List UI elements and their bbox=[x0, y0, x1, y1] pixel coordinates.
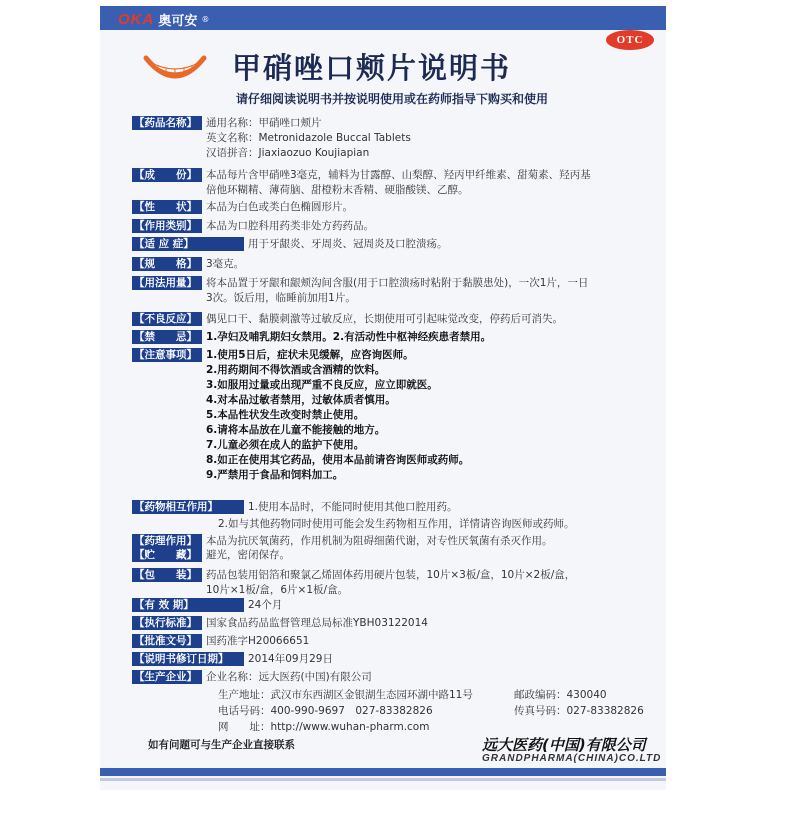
section-label: 【说明书修订日期】 bbox=[132, 652, 244, 666]
section-label: 【药品名称】 bbox=[132, 116, 202, 130]
section-row bbox=[132, 312, 563, 327]
section-row bbox=[132, 116, 411, 161]
document-subtitle: 请仔细阅读说明书并按说明使用或在药师指导下购买和使用 bbox=[236, 92, 549, 106]
section-line: 倍他环糊精、薄荷脑、甜橙粉末香精、硬脂酸镁、乙醇。 bbox=[206, 184, 469, 196]
section-content bbox=[202, 257, 244, 272]
section-line: 偶见口干、黏膜刺激等过敏反应，长期使用可引起味觉改变，停药后可消失。 bbox=[206, 313, 563, 325]
section-content bbox=[202, 200, 353, 215]
section-label: 【规 格】 bbox=[132, 257, 202, 271]
section-row bbox=[132, 670, 372, 685]
section-row bbox=[132, 219, 374, 234]
section-content bbox=[202, 568, 575, 598]
section-label: 【药物相互作用】 bbox=[132, 500, 244, 514]
bottom-brand-bar bbox=[100, 768, 666, 776]
section-row bbox=[132, 168, 591, 198]
manufacturer-postcode: 邮政编码：430040 bbox=[514, 689, 607, 701]
section-line: 本品为口腔科用药类非处方药药品。 bbox=[206, 220, 374, 232]
section-line: 7.儿童必须在成人的监护下使用。 bbox=[206, 439, 365, 451]
section-content bbox=[202, 616, 428, 631]
section-label: 【药理作用】 bbox=[132, 534, 202, 548]
section-line: 本品每片含甲硝唑3毫克，辅料为甘露醇、山梨醇、羟丙甲纤维素、甜菊素、羟丙基 bbox=[206, 169, 591, 181]
section-content bbox=[202, 548, 290, 563]
bottom-brand-stripe bbox=[100, 778, 666, 781]
section-row bbox=[132, 257, 244, 272]
interaction-extra-line: 2.如与其他药物同时使用可能会发生药物相互作用，详情请咨询医师或药师。 bbox=[218, 518, 575, 530]
section-line: 1.使用5日后，症状未见缓解，应咨询医师。 bbox=[206, 349, 414, 361]
section-row bbox=[132, 534, 553, 549]
section-line: 企业名称：远大医药(中国)有限公司 bbox=[206, 671, 372, 683]
section-line: 9.严禁用于食品和饲料加工。 bbox=[206, 469, 344, 481]
section-content bbox=[202, 534, 553, 549]
section-content bbox=[244, 598, 282, 613]
section-row bbox=[132, 548, 290, 563]
section-line: 6.请将本品放在儿童不能接触的地方。 bbox=[206, 424, 386, 436]
brand-logo bbox=[118, 9, 209, 29]
section-line: 汉语拼音：Jiaxiaozuo Koujiapian bbox=[206, 147, 370, 159]
footer-note: 如有问题可与生产企业直接联系 bbox=[148, 739, 295, 751]
section-line: 药品包装用铝箔和聚氯乙烯固体药用硬片包装，10片×3板/盒，10片×2板/盒， bbox=[206, 569, 576, 581]
section-label: 【注意事项】 bbox=[132, 348, 202, 362]
section-line: 避光，密闭保存。 bbox=[206, 549, 290, 561]
section-row bbox=[132, 500, 458, 515]
section-line: 本品为抗厌氧菌药，作用机制为阻碍细菌代谢，对专性厌氧菌有杀灭作用。 bbox=[206, 535, 553, 547]
section-label: 【包 装】 bbox=[132, 568, 202, 582]
section-line: 2014年09月29日 bbox=[248, 653, 333, 665]
section-content bbox=[202, 219, 374, 234]
logo-latin: OKA bbox=[118, 10, 155, 28]
section-content bbox=[202, 168, 591, 198]
section-content bbox=[244, 237, 448, 252]
section-line: 10片×1板/盒，6片×1板/盒。 bbox=[206, 584, 349, 596]
section-line: 24个月 bbox=[248, 599, 283, 611]
section-row bbox=[132, 616, 428, 631]
company-name-en: GRANDPHARMA(CHINA)CO.LTD bbox=[482, 753, 662, 764]
section-row bbox=[132, 276, 588, 306]
section-label: 【生产企业】 bbox=[132, 670, 202, 684]
section-line: 国家食品药品监督管理总局标准YBH03122014 bbox=[206, 617, 428, 629]
manufacturer-fax: 传真号码：027-83382826 bbox=[514, 705, 644, 717]
section-line: 3毫克。 bbox=[206, 258, 245, 270]
manufacturer-address: 生产地址：武汉市东西湖区金银湖生态园环湖中路11号 bbox=[218, 689, 473, 701]
section-row bbox=[132, 348, 469, 483]
manufacturer-website: 网 址：http://www.wuhan-pharm.com bbox=[218, 721, 430, 733]
section-line: 英文名称：Metronidazole Buccal Tablets bbox=[206, 132, 411, 144]
section-line: 将本品置于牙龈和龈颊沟间含服(用于口腔溃疡时粘附于黏膜患处)，一次1片，一日 bbox=[206, 277, 589, 289]
section-label: 【有 效 期】 bbox=[132, 598, 244, 612]
section-label: 【适 应 症】 bbox=[132, 237, 244, 251]
section-content bbox=[202, 312, 563, 327]
section-label: 【用法用量】 bbox=[132, 276, 202, 290]
section-content bbox=[202, 330, 491, 345]
section-content bbox=[202, 634, 309, 649]
section-line: 3次。饭后用，临睡前加用1片。 bbox=[206, 292, 356, 304]
section-line: 1.使用本品时，不能同时使用其他口腔用药。 bbox=[248, 501, 458, 513]
section-row bbox=[132, 330, 491, 345]
section-content bbox=[244, 500, 458, 515]
section-content bbox=[202, 276, 588, 306]
manufacturer-phone: 电话号码：400-990-9697 027-83382826 bbox=[218, 705, 433, 717]
section-line: 2.用药期间不得饮酒或含酒精的饮料。 bbox=[206, 364, 386, 376]
section-row bbox=[132, 634, 309, 649]
section-label: 【不良反应】 bbox=[132, 312, 202, 326]
section-row bbox=[132, 200, 353, 215]
section-label: 【执行标准】 bbox=[132, 616, 202, 630]
smile-logo-icon bbox=[140, 50, 210, 90]
otc-badge: OTC bbox=[606, 30, 654, 50]
section-label: 【批准文号】 bbox=[132, 634, 202, 648]
section-label: 【成 份】 bbox=[132, 168, 202, 182]
section-line: 国药准字H20066651 bbox=[206, 635, 310, 647]
section-line: 5.本品性状发生改变时禁止使用。 bbox=[206, 409, 365, 421]
section-line: 8.如正在使用其它药品，使用本品前请咨询医师或药师。 bbox=[206, 454, 470, 466]
section-content bbox=[202, 670, 372, 685]
section-label: 【作用类别】 bbox=[132, 219, 202, 233]
section-row bbox=[132, 568, 575, 598]
section-row bbox=[132, 598, 282, 613]
section-label: 【禁 忌】 bbox=[132, 330, 202, 344]
section-line: 通用名称：甲硝唑口颊片 bbox=[206, 117, 322, 129]
section-line: 1.孕妇及哺乳期妇女禁用。2.有活动性中枢神经疾患者禁用。 bbox=[206, 331, 492, 343]
company-name-cn: 远大医药(中国)有限公司 bbox=[482, 736, 646, 754]
section-content bbox=[202, 348, 469, 483]
section-line: 用于牙龈炎、牙周炎、冠周炎及口腔溃疡。 bbox=[248, 238, 448, 250]
document-title: 甲硝唑口颊片说明书 bbox=[232, 51, 512, 85]
section-row bbox=[132, 652, 333, 667]
section-label: 【贮 藏】 bbox=[132, 548, 202, 562]
section-label: 【性 状】 bbox=[132, 200, 202, 214]
section-line: 3.如服用过量或出现严重不良反应，应立即就医。 bbox=[206, 379, 438, 391]
registered-mark: ® bbox=[201, 14, 210, 24]
section-content bbox=[202, 116, 411, 161]
section-content bbox=[244, 652, 333, 667]
section-line: 4.对本品过敏者禁用，过敏体质者慎用。 bbox=[206, 394, 396, 406]
logo-chinese: 奥可安 bbox=[158, 13, 198, 29]
section-row bbox=[132, 237, 448, 252]
section-line: 本品为白色或类白色椭圆形片。 bbox=[206, 201, 353, 213]
